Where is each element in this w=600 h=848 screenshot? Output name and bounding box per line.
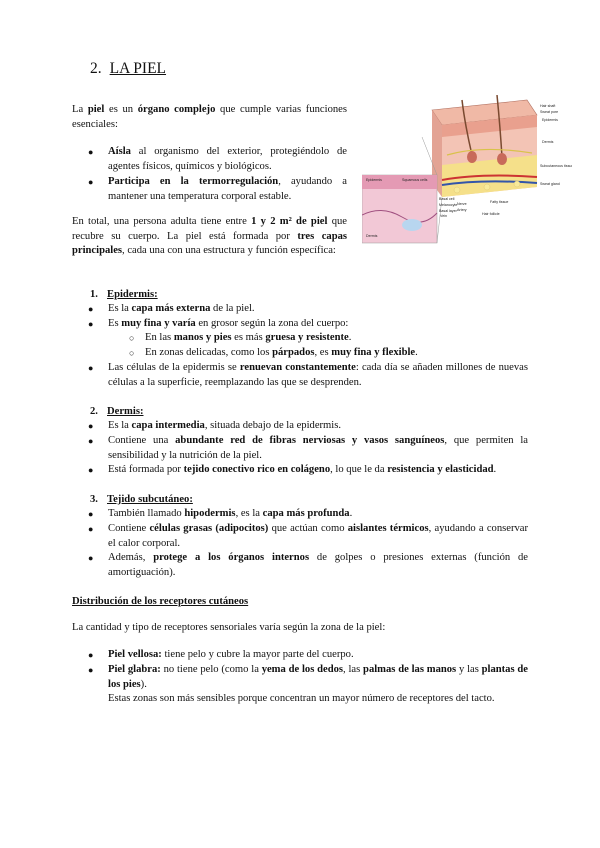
bullet-icon: ● <box>88 465 94 475</box>
svg-text:Basal layer: Basal layer <box>439 209 457 213</box>
svg-text:Melanocyte: Melanocyte <box>439 203 458 207</box>
svg-text:Sweat gland: Sweat gland <box>540 182 560 186</box>
svg-text:Fatty tissue: Fatty tissue <box>490 200 509 204</box>
bullet-icon: ● <box>88 177 94 187</box>
section-title-text: LA PIEL <box>109 60 167 77</box>
subsection-heading: 2. Dermis: <box>90 406 144 417</box>
bullet-icon: ● <box>88 524 94 534</box>
svg-text:Hair follicle: Hair follicle <box>482 212 500 216</box>
intro-paragraph: La piel es un órgano complejo que cumple varias funciones esenciales: <box>72 104 347 130</box>
list-item: ● Es muy fina y varía en grosor según la zona del cuerpo: <box>108 317 528 332</box>
list-item: ● Piel glabra: no tiene pelo (como la yema de los dedos, las palmas de las manos y las plantas de los pies). <box>88 664 528 690</box>
svg-text:Epidermis: Epidermis <box>366 178 382 182</box>
bullet-icon: ● <box>88 509 94 519</box>
skin-diagram-illustration <box>362 95 572 245</box>
distribution-note: Estas zonas son más sensibles porque concentran un mayor número de receptores del tacto. <box>108 693 495 704</box>
list-item: ● Contiene células grasas (adipocitos) que actúan como aislantes térmicos, ayudando a conservar el calor corporal. <box>88 523 529 549</box>
svg-text:Vein: Vein <box>440 214 447 218</box>
distribution-heading: Distribución de los receptores cutáneos <box>72 596 249 607</box>
total-paragraph: En total, una persona adulta tiene entre 1 y 2 m² de piel que recubre su cuerpo. La piel está formada por tres capas principales, cada una con una estructura y función específica: <box>72 216 348 257</box>
section-number: 2. <box>90 60 102 77</box>
svg-text:Subcutaneous tissue: Subcutaneous tissue <box>540 164 572 168</box>
list-subitem: ○ En las manos y pies es más gruesa y resistente. <box>145 331 525 346</box>
list-item: ● También llamado hipodermis, es la capa más profunda. <box>108 507 528 522</box>
list-item: ● Las células de la epidermis se renuevan constantemente: cada día se añaden millones de nuevas células a la superficie, reemplazando las que se desprenden. <box>88 362 528 388</box>
svg-text:Epidermis: Epidermis <box>542 118 558 122</box>
svg-text:Basal cell: Basal cell <box>439 197 455 201</box>
list-item: ● Piel vellosa: tiene pelo y cubre la mayor parte del cuerpo. <box>108 648 528 663</box>
svg-text:Hair shaft: Hair shaft <box>540 104 556 108</box>
bullet-icon: ● <box>88 553 94 563</box>
svg-text:Nerve: Nerve <box>457 202 467 206</box>
subsection-heading: 3. Tejido subcutáneo: <box>90 494 193 505</box>
svg-text:Sweat pore: Sweat pore <box>540 110 559 114</box>
distribution-intro: La cantidad y tipo de receptores sensoriales varía según la zona de la piel: <box>72 622 386 633</box>
list-item: ● Participa en la termorregulación, ayudando a mantener una temperatura corporal estable. <box>88 176 347 202</box>
bullet-icon: ● <box>88 147 94 157</box>
list-item: ● Está formada por tejido conectivo rico en colágeno, lo que le da resistencia y elasticidad. <box>108 463 528 478</box>
bullet-icon: ● <box>88 421 94 431</box>
circle-bullet-icon: ○ <box>129 333 135 343</box>
list-item: ● Es la capa intermedia, situada debajo de la epidermis. <box>108 419 528 434</box>
svg-text:Artery: Artery <box>457 208 467 212</box>
bullet-icon: ● <box>88 436 94 446</box>
svg-text:Squamous cells: Squamous cells <box>402 178 428 182</box>
skin-anatomy-figure <box>362 95 572 245</box>
bullet-icon: ● <box>88 665 94 675</box>
list-item: ● Además, protege a los órganos internos de golpes o presiones externas (función de amortiguación). <box>88 552 529 578</box>
bullet-icon: ● <box>88 304 94 314</box>
section-title <box>90 62 166 77</box>
list-item: ● Aísla al organismo del exterior, protegiéndolo de agentes físicos, químicos y biológicos. <box>88 146 347 172</box>
svg-text:Dermis: Dermis <box>366 234 378 238</box>
list-item: ● Es la capa más externa de la piel. <box>108 302 528 317</box>
bullet-icon: ● <box>88 650 94 660</box>
bullet-icon: ● <box>88 363 94 373</box>
svg-text:Dermis: Dermis <box>542 140 554 144</box>
list-item: ● Contiene una abundante red de fibras nerviosas y vasos sanguíneos, que permiten la sensibilidad y la nutrición de la piel. <box>88 435 528 461</box>
bullet-icon: ● <box>88 319 94 329</box>
circle-bullet-icon: ○ <box>129 348 135 358</box>
list-subitem: ○ En zonas delicadas, como los párpados, es muy fina y flexible. <box>145 346 525 361</box>
subsection-heading: 1. Epidermis: <box>90 289 158 300</box>
